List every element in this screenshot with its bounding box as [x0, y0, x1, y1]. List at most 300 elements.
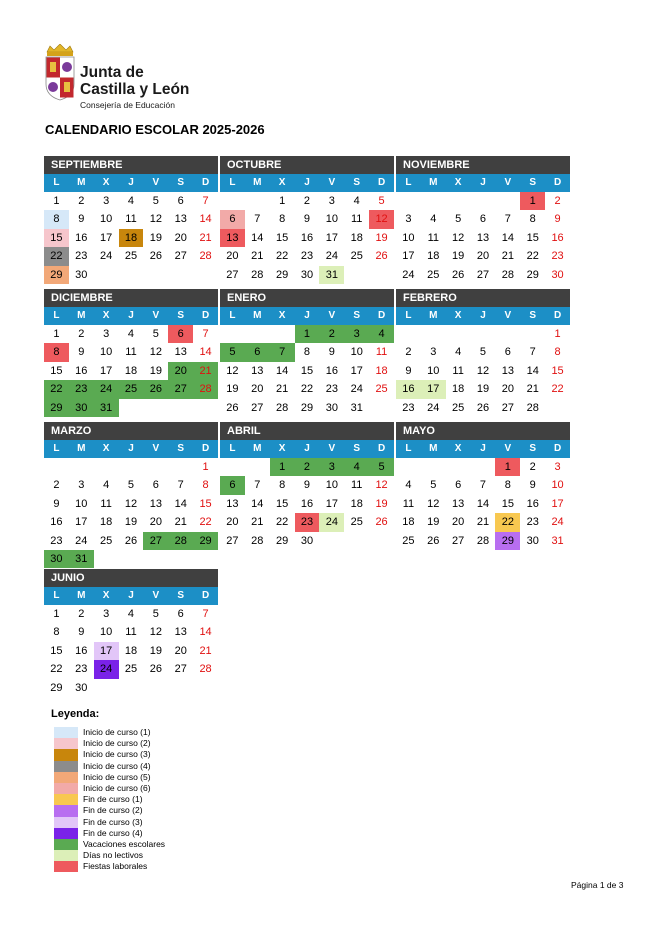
weekday-label: D	[377, 310, 386, 321]
day-cell: 12	[226, 364, 239, 377]
day-cell: 15	[199, 497, 212, 510]
weekday-label: L	[229, 443, 236, 454]
day-cell: 16	[75, 644, 88, 657]
day-cell: 11	[427, 231, 439, 244]
weekday-label: L	[53, 310, 60, 321]
empty-cell	[421, 192, 446, 210]
day-cell: 6	[455, 479, 462, 492]
legend-label: Vacaciones escolares	[83, 838, 166, 849]
empty-cell	[119, 458, 144, 476]
month-december	[44, 289, 218, 417]
day-cell: 2	[78, 608, 85, 620]
day-cell: 22	[50, 663, 63, 676]
day-cell: 21	[251, 250, 264, 263]
day-cell: 11	[452, 364, 464, 377]
day-cell: 12	[476, 364, 490, 377]
legend-label: Inicio de curso (4)	[83, 760, 151, 771]
day-grid	[220, 458, 394, 550]
day-cell: 30	[75, 268, 88, 281]
day-cell: 31	[69, 550, 94, 568]
day-cell: 26	[427, 534, 440, 547]
day-cell: 28	[168, 532, 193, 550]
day-cell: 14	[199, 346, 212, 359]
weekday-label: J	[128, 177, 134, 188]
weekday-label: X	[454, 310, 462, 321]
day-cell: 18	[100, 516, 113, 529]
day-cell: 24	[94, 660, 119, 678]
weekday-label: M	[77, 310, 86, 321]
weekday-label: J	[128, 590, 134, 601]
day-cell: 16	[396, 380, 421, 398]
weekday-label: J	[304, 310, 310, 321]
empty-cell	[220, 325, 245, 343]
logo-line-1: Junta de	[80, 64, 144, 81]
month-october	[220, 156, 394, 284]
day-cell: 27	[501, 401, 514, 414]
weekday-label: S	[177, 177, 185, 188]
month-header: OCTUBRE	[220, 156, 394, 174]
day-cell: 15	[50, 364, 63, 377]
day-cell: 16	[75, 364, 88, 377]
weekday-label: L	[405, 310, 412, 321]
weekday-label: D	[377, 177, 386, 188]
day-cell: 5	[220, 343, 245, 361]
empty-cell	[446, 192, 471, 210]
weekday-label: L	[53, 443, 60, 454]
legend-label: Fin de curso (1)	[83, 794, 143, 805]
legend-swatch	[54, 738, 78, 749]
weekday-label: M	[429, 443, 438, 454]
legend-swatch	[54, 839, 78, 850]
day-cell: 21	[199, 644, 212, 657]
day-cell: 3	[103, 195, 110, 207]
day-cell: 31	[551, 534, 564, 547]
day-cell: 15	[526, 231, 539, 244]
day-cell: 23	[75, 250, 88, 263]
weekday-label: L	[405, 177, 412, 188]
day-cell: 11	[100, 497, 112, 510]
day-cell: 12	[369, 210, 394, 228]
day-cell: 3	[328, 195, 335, 207]
empty-cell	[446, 325, 471, 343]
empty-cell	[396, 325, 421, 343]
day-cell: 17	[551, 497, 564, 510]
day-cell: 8	[554, 346, 561, 359]
day-cell: 17	[75, 516, 88, 529]
day-cell: 28	[251, 268, 264, 281]
day-cell: 24	[319, 513, 344, 531]
legend-label: Fiestas laborales	[83, 861, 148, 872]
weekday-label: L	[229, 310, 236, 321]
day-cell: 23	[551, 250, 564, 263]
logo-line-2: Castilla y León	[80, 81, 190, 98]
weekday-label: V	[504, 177, 512, 188]
day-cell: 1	[202, 461, 209, 473]
day-cell: 30	[44, 550, 69, 568]
month-april	[220, 422, 394, 550]
empty-cell	[94, 458, 119, 476]
day-cell: 2	[405, 346, 412, 359]
legend-label: Fin de curso (4)	[83, 827, 143, 838]
day-cell: 10	[100, 213, 113, 226]
weekday-label: D	[553, 443, 562, 454]
legend-item	[54, 850, 165, 861]
empty-cell	[495, 325, 520, 343]
day-cell: 6	[245, 343, 270, 361]
day-cell: 6	[479, 213, 487, 226]
legend-swatch	[54, 783, 78, 794]
legend-swatch	[54, 749, 78, 760]
day-cell: 9	[78, 626, 85, 639]
legend-label: Inicio de curso (2)	[83, 738, 151, 749]
weekday-header	[396, 307, 570, 325]
day-cell: 26	[149, 250, 162, 263]
legend-swatch	[54, 761, 78, 772]
day-cell: 20	[174, 644, 187, 657]
empty-cell	[245, 458, 270, 476]
day-cell: 8	[279, 213, 286, 226]
day-cell: 28	[199, 250, 212, 263]
day-cell: 10	[325, 479, 338, 492]
day-cell: 16	[526, 497, 539, 510]
legend-item	[54, 794, 165, 805]
day-cell: 12	[149, 626, 162, 639]
day-cell: 26	[452, 268, 465, 281]
weekday-label: V	[152, 177, 160, 188]
empty-cell	[471, 325, 496, 343]
day-cell: 8	[202, 479, 209, 492]
weekday-label: J	[128, 443, 134, 454]
day-cell: 30	[75, 681, 88, 694]
day-grid	[396, 325, 570, 417]
day-cell: 17	[325, 231, 338, 244]
day-cell: 6	[168, 325, 193, 343]
day-cell: 23	[402, 401, 415, 414]
day-cell: 3	[103, 328, 110, 340]
day-cell: 1	[520, 192, 545, 210]
day-cell: 25	[119, 380, 144, 398]
day-cell: 9	[303, 479, 311, 492]
day-cell: 30	[300, 534, 314, 547]
day-cell: 20	[226, 516, 239, 529]
day-cell: 7	[254, 213, 261, 226]
weekday-label: V	[504, 310, 512, 321]
day-cell: 15	[276, 497, 289, 510]
weekday-label: S	[529, 310, 537, 321]
day-cell: 5	[152, 195, 159, 207]
day-cell: 30	[526, 534, 539, 547]
day-cell: 4	[127, 195, 135, 207]
day-cell: 1	[53, 195, 60, 207]
day-cell: 19	[149, 644, 162, 657]
day-cell: 29	[44, 266, 69, 284]
day-cell: 24	[100, 250, 113, 263]
day-cell: 4	[344, 458, 369, 476]
empty-cell	[421, 325, 446, 343]
day-cell: 16	[300, 231, 314, 244]
day-cell: 27	[174, 663, 187, 676]
day-cell: 14	[199, 213, 212, 226]
weekday-label: D	[553, 177, 562, 188]
day-cell: 17	[100, 364, 113, 377]
day-cell: 15	[50, 644, 63, 657]
weekday-label: X	[454, 443, 462, 454]
weekday-label: J	[480, 310, 486, 321]
day-cell: 25	[350, 250, 363, 263]
month-header: MARZO	[44, 422, 218, 440]
weekday-label: X	[278, 310, 286, 321]
weekday-header	[396, 440, 570, 458]
day-cell: 29	[276, 268, 289, 281]
weekday-label: J	[304, 443, 310, 454]
weekday-label: S	[353, 443, 361, 454]
day-cell: 29	[276, 534, 289, 547]
day-cell: 30	[69, 399, 94, 417]
day-cell: 23	[300, 250, 314, 263]
day-cell: 11	[125, 213, 137, 226]
day-cell: 19	[375, 497, 388, 510]
legend-swatch	[54, 772, 78, 783]
day-cell: 13	[452, 497, 465, 510]
month-header: JUNIO	[44, 569, 218, 587]
empty-cell	[220, 458, 245, 476]
day-grid	[396, 192, 570, 284]
day-cell: 8	[529, 213, 536, 226]
day-cell: 15	[501, 497, 514, 510]
day-cell: 21	[251, 516, 264, 529]
day-cell: 7	[479, 479, 487, 492]
empty-cell	[69, 458, 94, 476]
day-cell: 27	[251, 401, 264, 414]
weekday-label: S	[177, 310, 185, 321]
day-cell: 29	[44, 399, 69, 417]
day-cell: 11	[351, 479, 363, 492]
day-cell: 22	[300, 383, 314, 396]
day-cell: 28	[251, 534, 264, 547]
weekday-label: L	[53, 177, 60, 188]
month-november	[396, 156, 570, 284]
day-cell: 16	[50, 516, 63, 529]
day-cell: 28	[199, 663, 212, 676]
day-cell: 19	[149, 364, 162, 377]
weekday-label: V	[152, 590, 160, 601]
weekday-label: S	[529, 443, 537, 454]
day-cell: 26	[143, 380, 168, 398]
weekday-label: M	[77, 590, 86, 601]
coat-of-arms-icon	[44, 44, 76, 102]
legend-swatch	[54, 817, 78, 828]
legend-swatch	[54, 794, 78, 805]
day-cell: 19	[427, 516, 440, 529]
day-cell: 30	[551, 268, 564, 281]
day-cell: 28	[501, 268, 514, 281]
weekday-label: V	[328, 443, 336, 454]
day-cell: 7	[529, 346, 536, 359]
day-cell: 22	[526, 250, 539, 263]
day-cell: 1	[53, 608, 60, 620]
weekday-label: S	[177, 443, 185, 454]
day-cell: 2	[78, 195, 85, 207]
weekday-label: D	[201, 177, 210, 188]
day-cell: 2	[295, 458, 320, 476]
day-cell: 23	[526, 516, 539, 529]
legend-swatch	[54, 727, 78, 738]
day-cell: 16	[325, 364, 338, 377]
day-cell: 24	[551, 516, 564, 529]
day-cell: 5	[455, 213, 462, 226]
day-cell: 19	[452, 250, 465, 263]
day-cell: 25	[350, 516, 363, 529]
day-cell: 17	[94, 642, 119, 660]
day-cell: 4	[353, 195, 360, 207]
day-cell: 21	[193, 362, 218, 380]
weekday-label: S	[177, 590, 185, 601]
day-cell: 26	[476, 401, 490, 414]
day-cell: 21	[174, 516, 187, 529]
day-cell: 7	[202, 608, 209, 620]
legend-item	[54, 749, 165, 760]
day-cell: 4	[103, 479, 110, 492]
day-cell: 22	[44, 380, 69, 398]
day-cell: 14	[251, 497, 264, 510]
day-cell: 15	[551, 364, 564, 377]
day-cell: 9	[78, 346, 85, 359]
day-cell: 6	[220, 210, 245, 228]
day-cell: 10	[75, 497, 88, 510]
legend-item	[54, 861, 165, 872]
legend-label: Fin de curso (3)	[83, 816, 143, 827]
day-cell: 19	[226, 383, 239, 396]
legend	[54, 727, 165, 872]
day-cell: 1	[554, 328, 561, 340]
day-cell: 11	[351, 213, 363, 226]
day-cell: 27	[143, 532, 168, 550]
day-cell: 25	[375, 383, 388, 396]
weekday-label: M	[253, 177, 262, 188]
junta-logo	[44, 44, 204, 112]
day-cell: 20	[226, 250, 239, 263]
day-cell: 1	[279, 195, 286, 207]
day-cell: 8	[303, 346, 311, 359]
weekday-label: S	[353, 177, 361, 188]
day-cell: 2	[78, 328, 85, 340]
day-cell: 20	[501, 383, 514, 396]
day-cell: 4	[455, 346, 462, 359]
legend-swatch	[54, 805, 78, 816]
weekday-label: X	[102, 443, 110, 454]
day-cell: 19	[124, 516, 138, 529]
day-cell: 7	[504, 213, 511, 226]
weekday-label: X	[278, 177, 286, 188]
day-cell: 2	[529, 461, 536, 473]
day-cell: 7	[254, 479, 261, 492]
day-cell: 12	[452, 231, 465, 244]
day-cell: 14	[199, 626, 212, 639]
day-cell: 10	[325, 213, 338, 226]
day-cell: 10	[100, 346, 113, 359]
empty-cell	[520, 325, 545, 343]
day-cell: 7	[202, 328, 209, 340]
legend-item	[54, 738, 165, 749]
day-cell: 25	[402, 534, 415, 547]
empty-cell	[245, 192, 270, 210]
day-cell: 12	[124, 497, 138, 510]
day-cell: 10	[402, 231, 415, 244]
day-cell: 27	[226, 534, 239, 547]
legend-swatch	[54, 828, 78, 839]
day-cell: 19	[375, 231, 388, 244]
day-cell: 22	[199, 516, 212, 529]
weekday-label: X	[454, 177, 462, 188]
day-cell: 2	[303, 195, 311, 207]
day-cell: 9	[554, 213, 561, 226]
day-cell: 15	[300, 364, 314, 377]
day-cell: 4	[430, 213, 437, 226]
day-cell: 3	[554, 461, 561, 473]
legend-item	[54, 727, 165, 738]
weekday-label: L	[405, 443, 412, 454]
weekday-label: M	[77, 443, 86, 454]
day-cell: 7	[202, 195, 209, 207]
day-grid	[396, 458, 570, 550]
day-cell: 5	[127, 479, 135, 492]
empty-cell	[143, 458, 168, 476]
legend-label: Inicio de curso (3)	[83, 749, 151, 760]
day-cell: 29	[495, 532, 520, 550]
weekday-label: V	[152, 310, 160, 321]
day-cell: 14	[276, 364, 289, 377]
day-cell: 24	[402, 268, 415, 281]
empty-cell	[471, 192, 496, 210]
day-cell: 17	[421, 380, 446, 398]
weekday-label: X	[278, 443, 286, 454]
legend-item	[54, 805, 165, 816]
day-cell: 28	[526, 401, 539, 414]
month-march	[44, 422, 218, 568]
month-header: NOVIEMBRE	[396, 156, 570, 174]
weekday-header	[44, 307, 218, 325]
day-cell: 17	[402, 250, 415, 263]
month-january	[220, 289, 394, 417]
day-cell: 31	[94, 399, 119, 417]
weekday-label: X	[102, 177, 110, 188]
empty-cell	[270, 325, 295, 343]
month-header: ABRIL	[220, 422, 394, 440]
day-cell: 24	[75, 534, 88, 547]
weekday-header	[220, 440, 394, 458]
day-cell: 22	[276, 250, 289, 263]
weekday-label: X	[102, 310, 110, 321]
day-cell: 7	[270, 343, 295, 361]
day-cell: 21	[276, 383, 289, 396]
legend-item	[54, 817, 165, 828]
day-cell: 24	[350, 383, 363, 396]
day-grid	[220, 325, 394, 417]
day-cell: 31	[319, 266, 344, 284]
day-cell: 27	[168, 380, 193, 398]
weekday-label: M	[429, 310, 438, 321]
weekday-label: D	[553, 310, 562, 321]
day-cell: 8	[44, 210, 69, 228]
day-cell: 27	[476, 268, 490, 281]
day-cell: 9	[328, 346, 335, 359]
day-cell: 18	[350, 231, 363, 244]
day-cell: 17	[325, 497, 338, 510]
legend-label: Días no lectivos	[83, 850, 143, 861]
day-cell: 18	[124, 644, 138, 657]
weekday-label: M	[77, 177, 86, 188]
day-cell: 10	[350, 346, 363, 359]
